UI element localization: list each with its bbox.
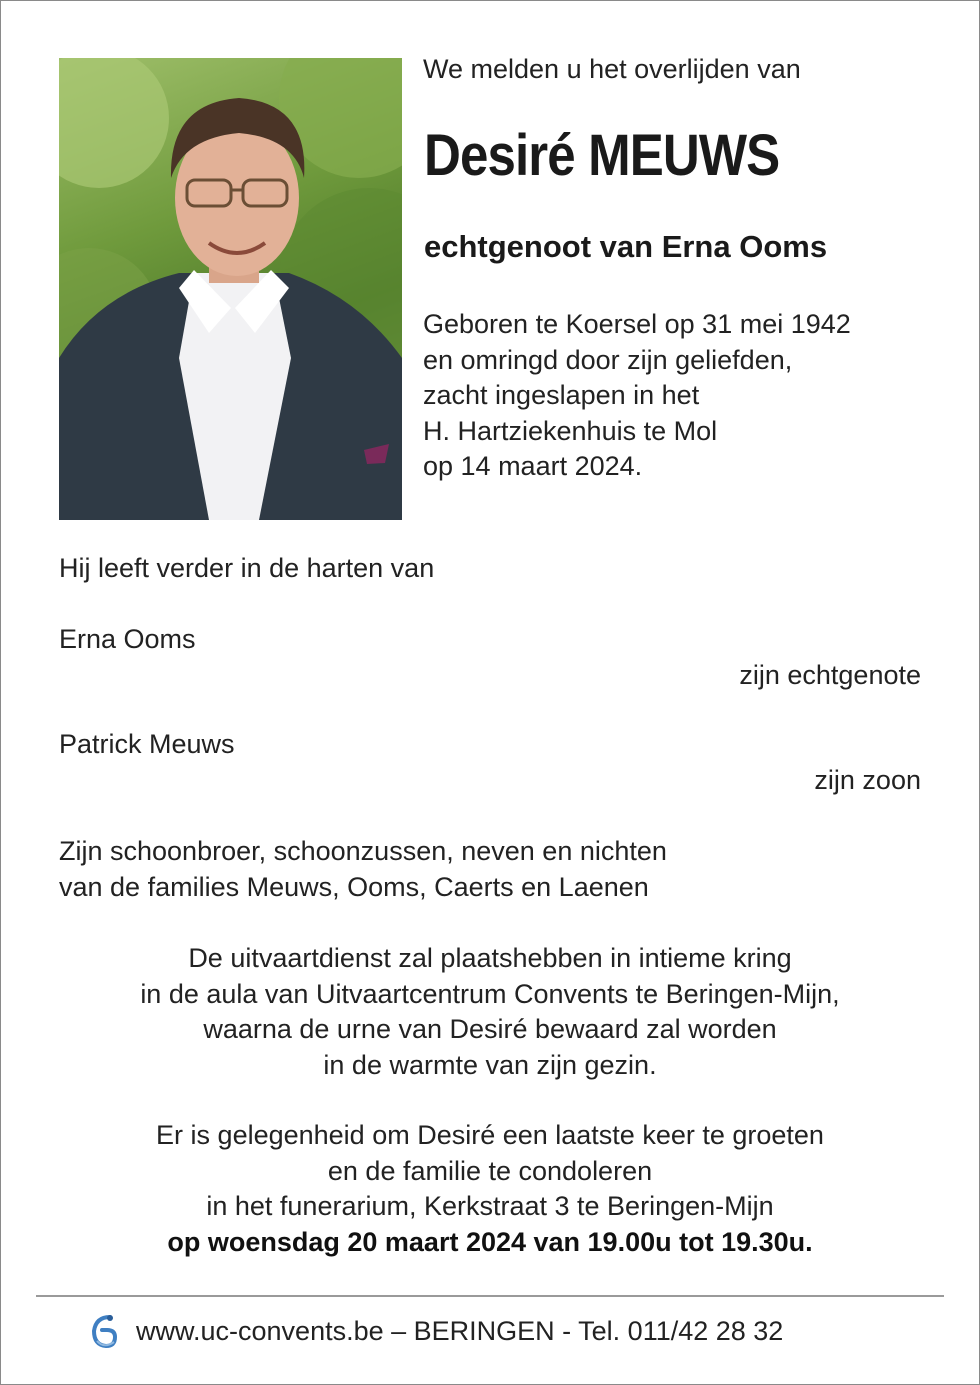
- footer-contact: www.uc-convents.be – BERINGEN - Tel. 011/42 28 32: [136, 1315, 784, 1346]
- survivor-relation: zijn echtgenote: [739, 660, 921, 690]
- visitation-time: op woensdag 20 maart 2024 van 19.00u tot 19.30u.: [167, 1226, 813, 1257]
- family-line: van de families Meuws, Ooms, Caerts en Laenen: [59, 871, 649, 902]
- announcement-intro: We melden u het overlijden van: [423, 54, 801, 84]
- service-line: in de aula van Uitvaartcentrum Convents te Beringen-Mijn,: [140, 978, 840, 1009]
- visitation-line: in het funerarium, Kerkstraat 3 te Beringen-Mijn: [206, 1191, 774, 1221]
- birth-line: en omringd door zijn geliefden,: [423, 344, 793, 375]
- survivor-name: Erna Ooms: [59, 624, 196, 654]
- visitation-details: [0, 1118, 980, 1260]
- footer: [88, 1311, 783, 1351]
- service-line: waarna de urne van Desiré bewaard zal worden: [203, 1014, 777, 1044]
- spouse-line: echtgenoot van Erna Ooms: [424, 229, 828, 264]
- survivors-intro: Hij leeft verder in de harten van: [59, 553, 435, 583]
- service-line: De uitvaartdienst zal plaatshebben in intieme kring: [188, 943, 792, 973]
- birth-line: H. Hartziekenhuis te Mol: [423, 415, 718, 446]
- birth-details: [423, 307, 851, 485]
- portrait-photo: [59, 58, 402, 520]
- birth-line: zacht ingeslapen in het: [423, 380, 700, 410]
- footer-divider: [36, 1295, 944, 1297]
- visitation-line: Er is gelegenheid om Desiré een laatste keer te groeten: [156, 1120, 824, 1150]
- birth-line: op 14 maart 2024.: [423, 451, 643, 481]
- survivor-relation: zijn zoon: [814, 765, 921, 795]
- visitation-line: en de familie te condoleren: [327, 1155, 653, 1186]
- service-details: [0, 941, 980, 1083]
- survivor-name: Patrick Meuws: [59, 729, 235, 759]
- birth-line: Geboren te Koersel op 31 mei 1942: [423, 309, 851, 339]
- family-line: Zijn schoonbroer, schoonzussen, neven en nichten: [59, 836, 667, 866]
- family-lines: [59, 834, 667, 905]
- service-line: in de warmte van zijn gezin.: [323, 1049, 657, 1080]
- convents-logo-icon: [88, 1311, 120, 1351]
- deceased-name: Desiré MEUWS: [424, 123, 780, 188]
